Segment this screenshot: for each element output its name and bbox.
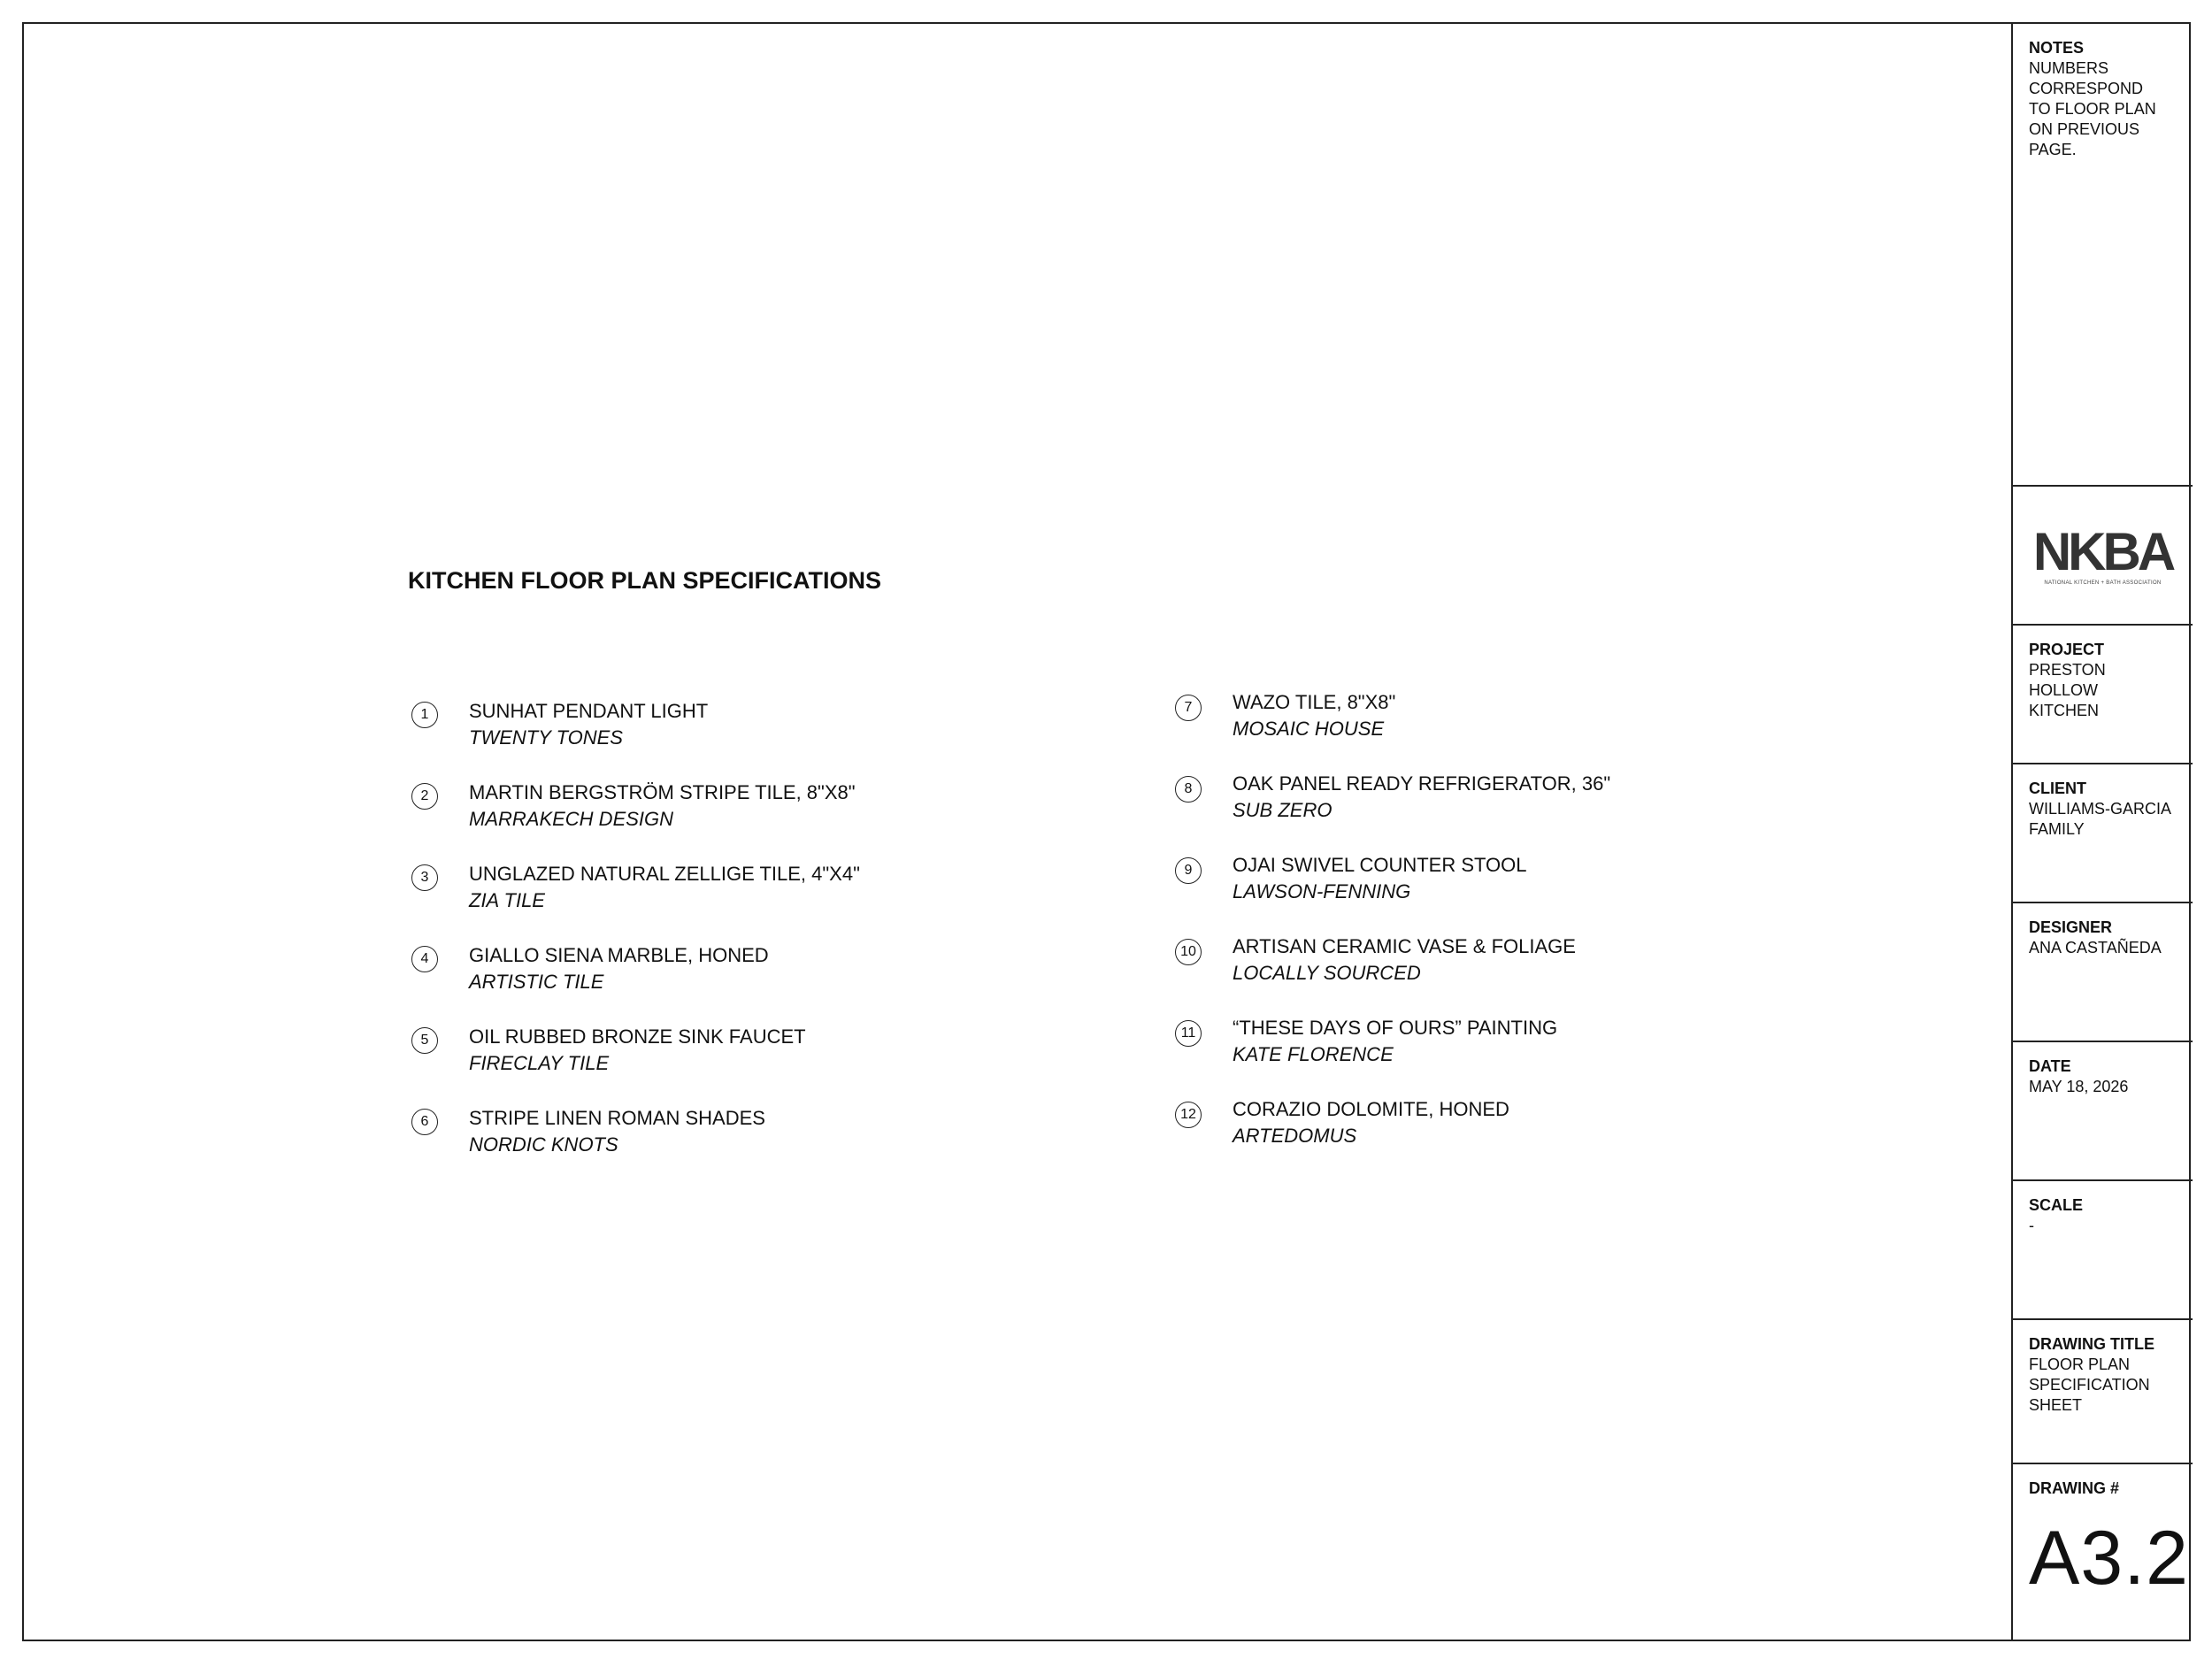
spec-list-left xyxy=(411,673,1119,1162)
spec-name: STRIPE LINEN ROMAN SHADES xyxy=(469,1107,765,1129)
spec-name: MARTIN BERGSTRÖM STRIPE TILE, 8"X8" xyxy=(469,781,856,803)
client-cell xyxy=(2013,764,2193,903)
spec-vendor: TWENTY TONES xyxy=(469,726,623,749)
spec-name: “THESE DAYS OF OURS” PAINTING xyxy=(1233,1017,1558,1039)
spec-number-badge: 1 xyxy=(411,702,438,728)
spec-text xyxy=(1233,689,1395,742)
drawing-title-line: SPECIFICATION xyxy=(2029,1376,2150,1394)
drawing-title-cell xyxy=(2013,1320,2193,1464)
drawing-number-label: DRAWING # xyxy=(2029,1479,2120,1497)
spec-item xyxy=(411,1080,1119,1162)
scale-label: SCALE xyxy=(2029,1196,2084,1214)
spec-vendor: LOCALLY SOURCED xyxy=(1233,962,1421,984)
logo-subtext: NATIONAL KITCHEN + BATH ASSOCIATION xyxy=(2044,580,2162,586)
notes-line: PAGE. xyxy=(2029,141,2077,158)
date-cell xyxy=(2013,1042,2193,1181)
spec-text xyxy=(469,861,860,914)
notes-label: NOTES xyxy=(2029,39,2085,57)
client-line: FAMILY xyxy=(2029,820,2085,838)
spec-name: SUNHAT PENDANT LIGHT xyxy=(469,700,709,722)
spec-item xyxy=(411,755,1119,836)
spec-item xyxy=(1175,918,1883,999)
notes-line: TO FLOOR PLAN xyxy=(2029,100,2156,118)
nkba-logo xyxy=(2032,521,2173,586)
page-title: KITCHEN FLOOR PLAN SPECIFICATIONS xyxy=(408,567,882,594)
designer-line: ANA CASTAÑEDA xyxy=(2029,939,2162,956)
designer-cell xyxy=(2013,903,2193,1042)
spec-number-badge: 11 xyxy=(1175,1020,1202,1047)
project-line: KITCHEN xyxy=(2029,702,2100,719)
drawing-title-label: DRAWING TITLE xyxy=(2029,1335,2154,1353)
logo-cell xyxy=(2013,487,2193,626)
spec-number-badge: 3 xyxy=(411,864,438,891)
spec-name: ARTISAN CERAMIC VASE & FOLIAGE xyxy=(1233,935,1576,957)
scale-line: - xyxy=(2029,1217,2034,1234)
spec-vendor: SUB ZERO xyxy=(1233,799,1333,821)
spec-name: GIALLO SIENA MARBLE, HONED xyxy=(469,944,769,966)
spec-name: UNGLAZED NATURAL ZELLIGE TILE, 4"X4" xyxy=(469,863,860,885)
spec-vendor: KATE FLORENCE xyxy=(1233,1043,1394,1065)
date-line: MAY 18, 2026 xyxy=(2029,1078,2129,1095)
spec-vendor: ARTEDOMUS xyxy=(1233,1125,1357,1147)
spec-number-badge: 6 xyxy=(411,1109,438,1135)
spec-text xyxy=(469,1105,765,1158)
spec-name: WAZO TILE, 8"X8" xyxy=(1233,691,1396,713)
notes-line: CORRESPOND xyxy=(2029,80,2144,97)
project-label: PROJECT xyxy=(2029,641,2105,658)
spec-item xyxy=(1175,673,1883,755)
spec-item xyxy=(1175,755,1883,836)
spec-number-badge: 10 xyxy=(1175,939,1202,965)
drawing-title-line: SHEET xyxy=(2029,1396,2083,1414)
designer-label: DESIGNER xyxy=(2029,918,2113,936)
spec-text xyxy=(469,698,708,751)
spec-text xyxy=(1233,771,1610,824)
client-line: WILLIAMS-GARCIA xyxy=(2029,800,2172,818)
spec-name: OAK PANEL READY REFRIGERATOR, 36" xyxy=(1233,772,1611,795)
spec-text xyxy=(1233,933,1576,987)
drawing-sheet xyxy=(22,22,2191,1641)
spec-number-badge: 8 xyxy=(1175,776,1202,803)
spec-number-badge: 4 xyxy=(411,946,438,972)
spec-item xyxy=(1175,1080,1883,1162)
drawing-title-line: FLOOR PLAN xyxy=(2029,1356,2131,1373)
spec-item xyxy=(411,918,1119,999)
logo-wordmark: NKBA xyxy=(2032,521,2173,581)
spec-number-badge: 12 xyxy=(1175,1102,1202,1128)
spec-number-badge: 5 xyxy=(411,1027,438,1054)
spec-name: CORAZIO DOLOMITE, HONED xyxy=(1233,1098,1509,1120)
spec-item xyxy=(411,673,1119,755)
spec-vendor: LAWSON-FENNING xyxy=(1233,880,1411,902)
spec-name: OIL RUBBED BRONZE SINK FAUCET xyxy=(469,1025,806,1048)
spec-vendor: NORDIC KNOTS xyxy=(469,1133,618,1156)
notes-line: NUMBERS xyxy=(2029,59,2109,77)
project-line: HOLLOW xyxy=(2029,681,2099,699)
title-block xyxy=(2011,24,2193,1640)
spec-vendor: ZIA TILE xyxy=(469,889,545,911)
project-cell xyxy=(2013,626,2193,764)
spec-item xyxy=(1175,999,1883,1080)
spec-text xyxy=(1233,852,1527,905)
spec-list-right xyxy=(1175,673,1883,1162)
spec-vendor: ARTISTIC TILE xyxy=(469,971,604,993)
date-label: DATE xyxy=(2029,1057,2071,1075)
spec-text xyxy=(469,780,856,833)
scale-cell xyxy=(2013,1181,2193,1320)
spec-vendor: FIRECLAY TILE xyxy=(469,1052,610,1074)
spec-vendor: MOSAIC HOUSE xyxy=(1233,718,1385,740)
spec-text xyxy=(1233,1096,1509,1149)
spec-number-badge: 7 xyxy=(1175,695,1202,721)
spec-text xyxy=(1233,1015,1557,1068)
spec-item xyxy=(1175,836,1883,918)
spec-item xyxy=(411,836,1119,918)
spec-item xyxy=(411,999,1119,1080)
spec-text xyxy=(469,942,769,995)
notes-line: ON PREVIOUS xyxy=(2029,120,2140,138)
notes-cell xyxy=(2013,24,2193,487)
spec-text xyxy=(469,1024,806,1077)
drawing-number-cell xyxy=(2013,1464,2193,1640)
project-line: PRESTON xyxy=(2029,661,2106,679)
spec-name: OJAI SWIVEL COUNTER STOOL xyxy=(1233,854,1527,876)
spec-number-badge: 9 xyxy=(1175,857,1202,884)
drawing-number: A3.2 xyxy=(2029,1516,2189,1601)
client-label: CLIENT xyxy=(2029,780,2086,797)
spec-vendor: MARRAKECH DESIGN xyxy=(469,808,674,830)
spec-number-badge: 2 xyxy=(411,783,438,810)
